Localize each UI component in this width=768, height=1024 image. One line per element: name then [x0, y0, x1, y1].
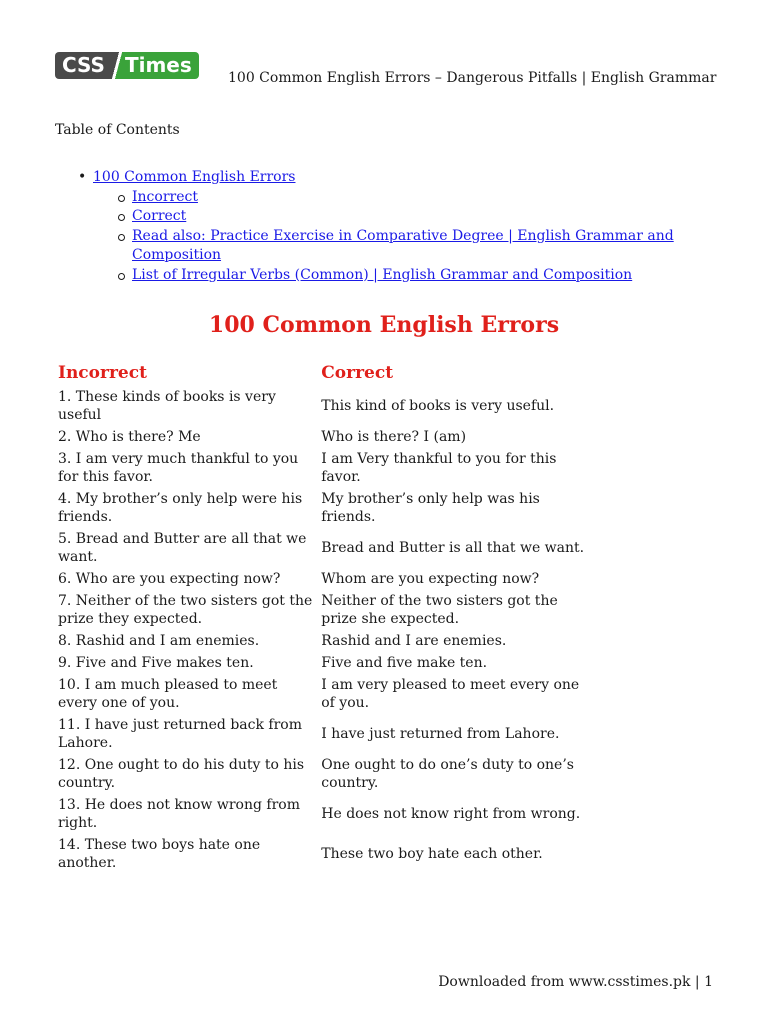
table-row: [55, 714, 595, 754]
toc-link-practice-exercise[interactable]: Read also: Practice Exercise in Comparative Degree | English Grammar and Composition: [132, 227, 674, 263]
table-row: [55, 386, 595, 426]
incorrect-cell: 8. Rashid and I am enemies.: [58, 633, 260, 649]
correct-cell: I am Very thankful to you for this favor.: [321, 451, 557, 485]
correct-cell: I have just returned from Lahore.: [321, 726, 560, 742]
toc-link-common-errors[interactable]: 100 Common English Errors: [93, 169, 296, 185]
toc-subitem: [93, 227, 715, 266]
incorrect-cell: 4. My brother’s only help were his friends.: [58, 491, 303, 525]
correct-cell: I am very pleased to meet every one of you.: [321, 677, 580, 711]
correct-cell: These two boy hate each other.: [321, 846, 543, 862]
table-row: [55, 426, 595, 448]
toc-link-irregular-verbs[interactable]: List of Irregular Verbs (Common) | English Grammar and Composition: [132, 266, 633, 283]
correct-cell: Bread and Butter is all that we want.: [321, 540, 585, 556]
errors-table: [55, 360, 595, 874]
table-row: [55, 834, 595, 874]
correct-cell: He does not know right from wrong.: [321, 806, 581, 822]
table-row: [55, 754, 595, 794]
table-row: [55, 528, 595, 568]
incorrect-cell: 14. These two boys hate one another.: [58, 837, 261, 871]
toc-link-incorrect[interactable]: Incorrect: [132, 188, 198, 205]
csstimes-logo: [55, 52, 199, 79]
table-row: [55, 568, 595, 590]
incorrect-cell: 2. Who is there? Me: [58, 429, 201, 445]
logo-text-times: Times: [123, 52, 199, 79]
main-title: 100 Common English Errors: [208, 312, 560, 338]
incorrect-cell: 1. These kinds of books is very useful: [58, 389, 276, 423]
table-row: [55, 630, 595, 652]
column-header-incorrect: Incorrect: [58, 363, 147, 383]
incorrect-cell: 10. I am much pleased to meet every one of you.: [58, 677, 278, 711]
correct-cell: Who is there? I (am): [321, 429, 467, 445]
correct-cell: Five and five make ten.: [321, 655, 488, 671]
incorrect-cell: 11. I have just returned back from Lahore.: [58, 717, 303, 751]
table-header-row: [55, 360, 595, 386]
correct-cell: Neither of the two sisters got the prize she expected.: [321, 593, 558, 627]
table-row: [55, 794, 595, 834]
logo-text-css: CSS: [55, 52, 111, 79]
column-header-correct: Correct: [321, 363, 394, 383]
incorrect-cell: 6. Who are you expecting now?: [58, 571, 281, 587]
correct-cell: One ought to do one’s duty to one’s country.: [321, 757, 574, 791]
incorrect-cell: 7. Neither of the two sisters got the prize they expected.: [58, 593, 313, 627]
correct-cell: Whom are you expecting now?: [321, 571, 540, 587]
incorrect-cell: 5. Bread and Butter are all that we want.: [58, 531, 307, 565]
toc-subitem: [93, 266, 715, 286]
table-row: [55, 590, 595, 630]
toc-subitem: [93, 207, 715, 227]
incorrect-cell: 3. I am very much thankful to you for this favor.: [58, 451, 299, 485]
toc-link-correct[interactable]: Correct: [132, 208, 187, 224]
table-row: [55, 488, 595, 528]
correct-cell: My brother’s only help was his friends.: [321, 491, 540, 525]
toc-heading: Table of Contents: [55, 122, 180, 138]
toc-subitem: [93, 188, 715, 208]
page-header-title: 100 Common English Errors – Dangerous Pitfalls | English Grammar: [228, 70, 717, 86]
table-of-contents: [55, 168, 715, 285]
table-row: [55, 652, 595, 674]
table-row: [55, 674, 595, 714]
correct-cell: This kind of books is very useful.: [321, 398, 555, 414]
incorrect-cell: 12. One ought to do his duty to his country.: [58, 757, 305, 791]
page-footer: Downloaded from www.csstimes.pk | 1: [438, 974, 713, 990]
incorrect-cell: 13. He does not know wrong from right.: [58, 797, 300, 831]
correct-cell: Rashid and I are enemies.: [321, 633, 507, 649]
table-row: [55, 448, 595, 488]
logo-slash-graphic: [111, 52, 123, 79]
incorrect-cell: 9. Five and Five makes ten.: [58, 655, 254, 671]
toc-item-main: [55, 168, 715, 285]
